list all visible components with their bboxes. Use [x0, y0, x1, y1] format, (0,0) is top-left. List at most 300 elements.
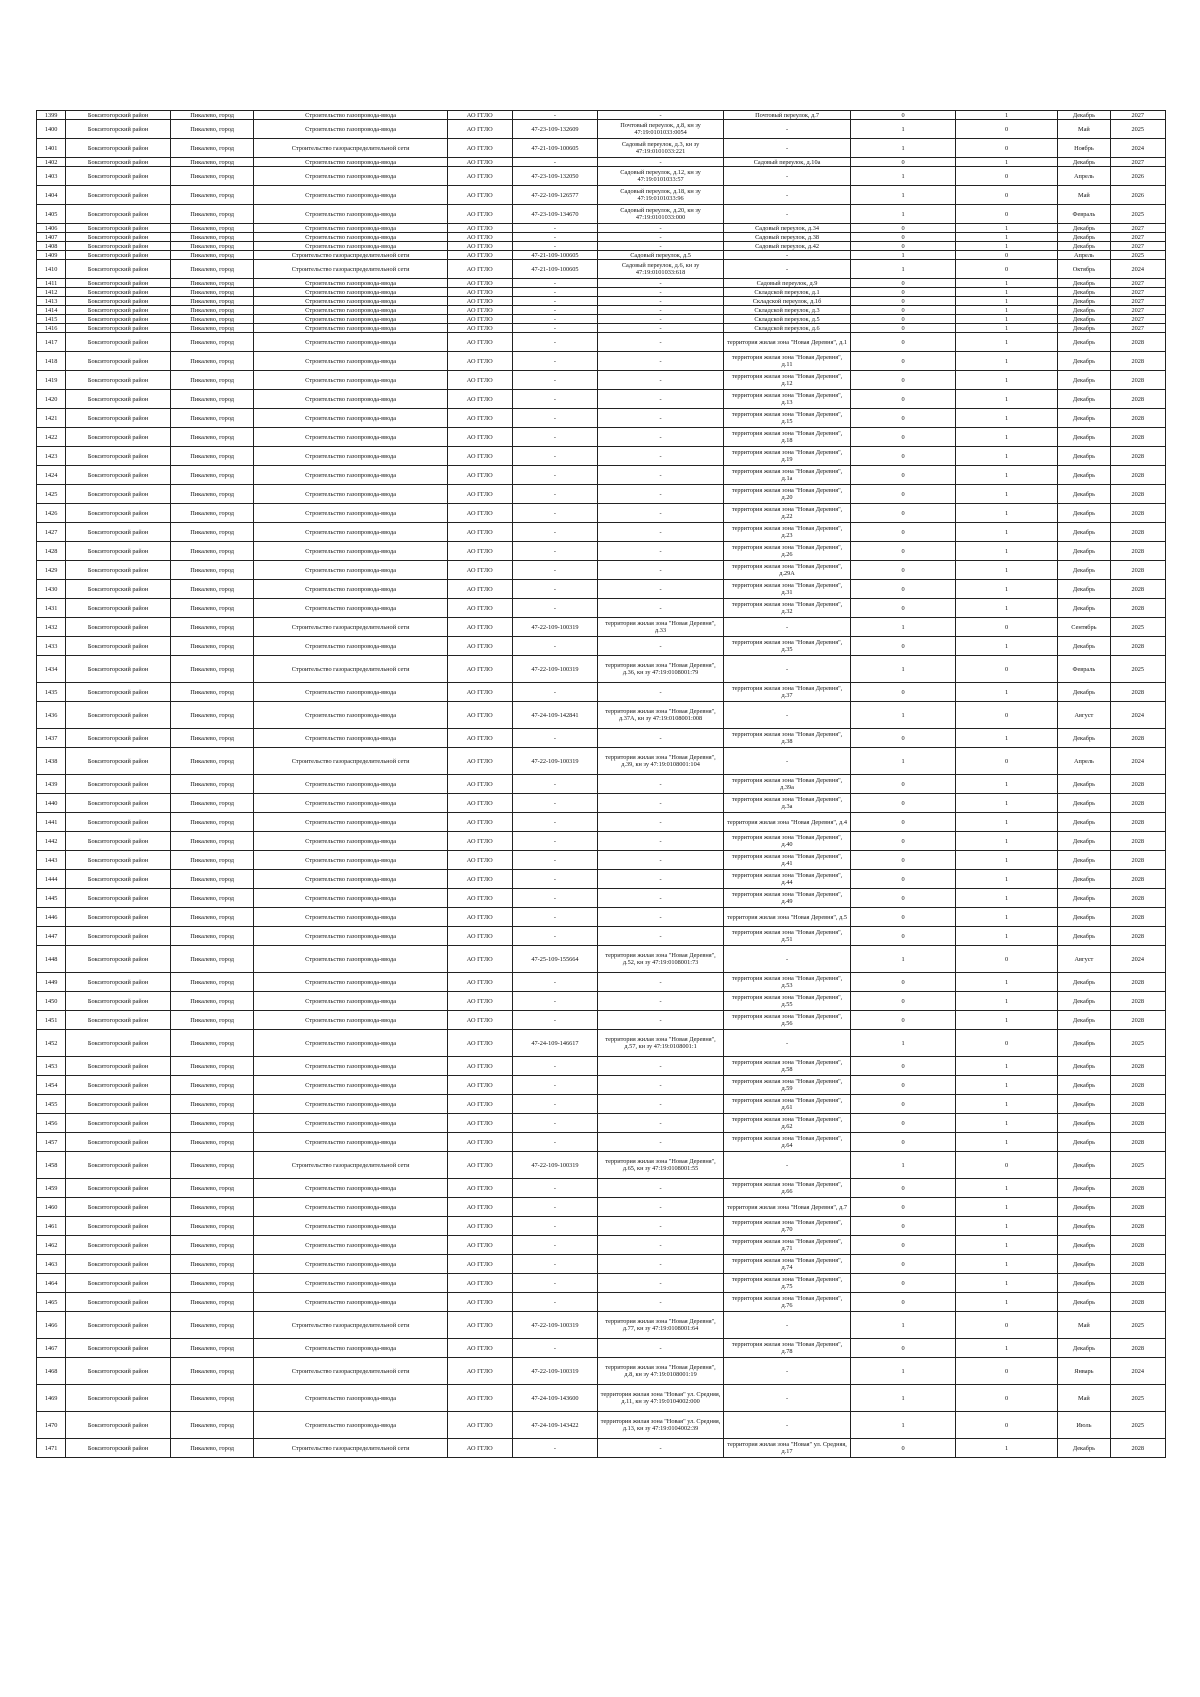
- work-type-cell: Строительство газопровода-ввода: [254, 333, 447, 352]
- month-cell: Декабрь: [1058, 851, 1110, 870]
- city-cell: Пикалево, город: [170, 504, 254, 523]
- quantity-b-cell: 1: [955, 390, 1057, 409]
- work-type-cell: Строительство газопровода-ввода: [254, 242, 447, 251]
- quantity-a-cell: 0: [851, 485, 956, 504]
- project-id-cell: -: [512, 683, 598, 702]
- year-cell: 2028: [1110, 504, 1165, 523]
- object-address-cell: территория жилая зона "Новая Деревня", д.11: [723, 352, 851, 371]
- district-cell: Бокситогорский район: [66, 1217, 171, 1236]
- object-address-cell: Почтовый переулок, д.7: [723, 111, 851, 120]
- quantity-b-cell: 0: [955, 139, 1057, 158]
- city-cell: Пикалево, город: [170, 1133, 254, 1152]
- table-row: [37, 1439, 1166, 1458]
- row-number-cell: 1468: [37, 1358, 66, 1385]
- object-address-cell: Складской переулок, д.3: [723, 306, 851, 315]
- project-id-cell: -: [512, 390, 598, 409]
- month-cell: Декабрь: [1058, 729, 1110, 748]
- organization-cell: АО ГГЛО: [447, 1358, 512, 1385]
- quantity-a-cell: 0: [851, 973, 956, 992]
- quantity-b-cell: 1: [955, 1439, 1057, 1458]
- table-row: [37, 542, 1166, 561]
- organization-cell: АО ГГЛО: [447, 1133, 512, 1152]
- row-number-cell: 1458: [37, 1152, 66, 1179]
- cadastral-address-cell: -: [598, 1236, 723, 1255]
- table-row: [37, 288, 1166, 297]
- row-number-cell: 1423: [37, 447, 66, 466]
- district-cell: Бокситогорский район: [66, 656, 171, 683]
- quantity-b-cell: 1: [955, 288, 1057, 297]
- table-row: [37, 637, 1166, 656]
- cadastral-address-cell: -: [598, 306, 723, 315]
- cadastral-address-cell: -: [598, 523, 723, 542]
- project-id-cell: -: [512, 729, 598, 748]
- organization-cell: АО ГГЛО: [447, 260, 512, 279]
- year-cell: 2028: [1110, 561, 1165, 580]
- district-cell: Бокситогорский район: [66, 599, 171, 618]
- cadastral-address-cell: -: [598, 1133, 723, 1152]
- work-type-cell: Строительство газопровода-ввода: [254, 186, 447, 205]
- object-address-cell: территория жилая зона "Новая Деревня", д.32: [723, 599, 851, 618]
- district-cell: Бокситогорский район: [66, 832, 171, 851]
- quantity-b-cell: 0: [955, 1312, 1057, 1339]
- project-id-cell: -: [512, 158, 598, 167]
- quantity-a-cell: 0: [851, 561, 956, 580]
- cadastral-address-cell: -: [598, 794, 723, 813]
- city-cell: Пикалево, город: [170, 542, 254, 561]
- project-id-cell: -: [512, 542, 598, 561]
- object-address-cell: -: [723, 1152, 851, 1179]
- month-cell: Декабрь: [1058, 1030, 1110, 1057]
- city-cell: Пикалево, город: [170, 279, 254, 288]
- year-cell: 2024: [1110, 1358, 1165, 1385]
- year-cell: 2028: [1110, 775, 1165, 794]
- row-number-cell: 1462: [37, 1236, 66, 1255]
- quantity-b-cell: 0: [955, 1385, 1057, 1412]
- project-id-cell: -: [512, 637, 598, 656]
- city-cell: Пикалево, город: [170, 927, 254, 946]
- table-row: [37, 324, 1166, 333]
- quantity-a-cell: 0: [851, 242, 956, 251]
- quantity-b-cell: 1: [955, 794, 1057, 813]
- year-cell: 2024: [1110, 260, 1165, 279]
- organization-cell: АО ГГЛО: [447, 729, 512, 748]
- object-address-cell: Садовый переулок, д.9: [723, 279, 851, 288]
- year-cell: 2028: [1110, 870, 1165, 889]
- city-cell: Пикалево, город: [170, 233, 254, 242]
- work-type-cell: Строительство газопровода-ввода: [254, 908, 447, 927]
- object-address-cell: -: [723, 1385, 851, 1412]
- district-cell: Бокситогорский район: [66, 279, 171, 288]
- organization-cell: АО ГГЛО: [447, 946, 512, 973]
- project-id-cell: 47-24-109-143600: [512, 1385, 598, 1412]
- object-address-cell: территория жилая зона "Новая Деревня", д.41: [723, 851, 851, 870]
- year-cell: 2028: [1110, 542, 1165, 561]
- table-row: [37, 851, 1166, 870]
- quantity-a-cell: 0: [851, 1179, 956, 1198]
- cadastral-address-cell: -: [598, 224, 723, 233]
- quantity-a-cell: 0: [851, 428, 956, 447]
- quantity-a-cell: 0: [851, 504, 956, 523]
- month-cell: Декабрь: [1058, 371, 1110, 390]
- row-number-cell: 1449: [37, 973, 66, 992]
- table-row: [37, 1274, 1166, 1293]
- quantity-b-cell: 0: [955, 702, 1057, 729]
- cadastral-address-cell: -: [598, 352, 723, 371]
- work-type-cell: Строительство газопровода-ввода: [254, 205, 447, 224]
- city-cell: Пикалево, город: [170, 851, 254, 870]
- district-cell: Бокситогорский район: [66, 1152, 171, 1179]
- cadastral-address-cell: Почтовый переулок, д.8, кн зу 47:19:0101033:0054: [598, 120, 723, 139]
- city-cell: Пикалево, город: [170, 242, 254, 251]
- cadastral-address-cell: -: [598, 973, 723, 992]
- work-type-cell: Строительство газораспределительной сети: [254, 1358, 447, 1385]
- month-cell: Декабрь: [1058, 580, 1110, 599]
- district-cell: Бокситогорский район: [66, 1358, 171, 1385]
- project-id-cell: -: [512, 504, 598, 523]
- quantity-a-cell: 0: [851, 927, 956, 946]
- table-row: [37, 251, 1166, 260]
- project-id-cell: -: [512, 409, 598, 428]
- quantity-b-cell: 1: [955, 1339, 1057, 1358]
- month-cell: Декабрь: [1058, 992, 1110, 1011]
- object-address-cell: территория жилая зона "Новая Деревня", д.38: [723, 729, 851, 748]
- quantity-b-cell: 1: [955, 889, 1057, 908]
- year-cell: 2027: [1110, 315, 1165, 324]
- cadastral-address-cell: -: [598, 775, 723, 794]
- cadastral-address-cell: -: [598, 447, 723, 466]
- row-number-cell: 1450: [37, 992, 66, 1011]
- organization-cell: АО ГГЛО: [447, 466, 512, 485]
- organization-cell: АО ГГЛО: [447, 1274, 512, 1293]
- table-row: [37, 870, 1166, 889]
- row-number-cell: 1438: [37, 748, 66, 775]
- city-cell: Пикалево, город: [170, 167, 254, 186]
- object-address-cell: -: [723, 1030, 851, 1057]
- work-type-cell: Строительство газопровода-ввода: [254, 504, 447, 523]
- work-type-cell: Строительство газопровода-ввода: [254, 1274, 447, 1293]
- year-cell: 2028: [1110, 973, 1165, 992]
- row-number-cell: 1435: [37, 683, 66, 702]
- quantity-b-cell: 1: [955, 466, 1057, 485]
- cadastral-address-cell: -: [598, 428, 723, 447]
- project-id-cell: 47-23-109-134670: [512, 205, 598, 224]
- year-cell: 2028: [1110, 371, 1165, 390]
- organization-cell: АО ГГЛО: [447, 485, 512, 504]
- district-cell: Бокситогорский район: [66, 324, 171, 333]
- quantity-a-cell: 0: [851, 1114, 956, 1133]
- quantity-a-cell: 1: [851, 260, 956, 279]
- project-id-cell: -: [512, 333, 598, 352]
- city-cell: Пикалево, город: [170, 158, 254, 167]
- year-cell: 2028: [1110, 523, 1165, 542]
- organization-cell: АО ГГЛО: [447, 813, 512, 832]
- table-row: [37, 656, 1166, 683]
- cadastral-address-cell: -: [598, 1198, 723, 1217]
- object-address-cell: территория жилая зона "Новая Деревня", д.44: [723, 870, 851, 889]
- table-row: [37, 485, 1166, 504]
- row-number-cell: 1420: [37, 390, 66, 409]
- district-cell: Бокситогорский район: [66, 1412, 171, 1439]
- quantity-a-cell: 0: [851, 1236, 956, 1255]
- district-cell: Бокситогорский район: [66, 637, 171, 656]
- district-cell: Бокситогорский район: [66, 352, 171, 371]
- row-number-cell: 1442: [37, 832, 66, 851]
- organization-cell: АО ГГЛО: [447, 371, 512, 390]
- table-row: [37, 992, 1166, 1011]
- organization-cell: АО ГГЛО: [447, 1339, 512, 1358]
- row-number-cell: 1463: [37, 1255, 66, 1274]
- quantity-a-cell: 0: [851, 1339, 956, 1358]
- year-cell: 2028: [1110, 851, 1165, 870]
- object-address-cell: территория жилая зона "Новая Деревня", д.12: [723, 371, 851, 390]
- year-cell: 2025: [1110, 1412, 1165, 1439]
- object-address-cell: территория жилая зона "Новая Деревня", д.23: [723, 523, 851, 542]
- work-type-cell: Строительство газопровода-ввода: [254, 851, 447, 870]
- year-cell: 2028: [1110, 908, 1165, 927]
- city-cell: Пикалево, город: [170, 1255, 254, 1274]
- quantity-a-cell: 0: [851, 371, 956, 390]
- cadastral-address-cell: территория жилая зона "Новая" ул. Средняя, д.13, кн зу 47:19:0104002:39: [598, 1412, 723, 1439]
- organization-cell: АО ГГЛО: [447, 523, 512, 542]
- district-cell: Бокситогорский район: [66, 1030, 171, 1057]
- month-cell: Декабрь: [1058, 1057, 1110, 1076]
- quantity-a-cell: 0: [851, 599, 956, 618]
- quantity-b-cell: 1: [955, 306, 1057, 315]
- month-cell: Декабрь: [1058, 1236, 1110, 1255]
- table-row: [37, 1076, 1166, 1095]
- project-id-cell: -: [512, 908, 598, 927]
- cadastral-address-cell: -: [598, 297, 723, 306]
- city-cell: Пикалево, город: [170, 120, 254, 139]
- project-id-cell: -: [512, 523, 598, 542]
- city-cell: Пикалево, город: [170, 1293, 254, 1312]
- month-cell: Декабрь: [1058, 504, 1110, 523]
- city-cell: Пикалево, город: [170, 306, 254, 315]
- quantity-a-cell: 1: [851, 1412, 956, 1439]
- work-type-cell: Строительство газопровода-ввода: [254, 1179, 447, 1198]
- cadastral-address-cell: территория жилая зона "Новая Деревня", д.36, кн зу 47:19:0108001:79: [598, 656, 723, 683]
- month-cell: Декабрь: [1058, 523, 1110, 542]
- project-id-cell: -: [512, 1439, 598, 1458]
- year-cell: 2027: [1110, 306, 1165, 315]
- work-type-cell: Строительство газопровода-ввода: [254, 1076, 447, 1095]
- work-type-cell: Строительство газопровода-ввода: [254, 224, 447, 233]
- organization-cell: АО ГГЛО: [447, 1312, 512, 1339]
- month-cell: Декабрь: [1058, 390, 1110, 409]
- project-id-cell: -: [512, 428, 598, 447]
- work-type-cell: Строительство газопровода-ввода: [254, 1095, 447, 1114]
- district-cell: Бокситогорский район: [66, 251, 171, 260]
- work-type-cell: Строительство газопровода-ввода: [254, 1011, 447, 1030]
- year-cell: 2028: [1110, 729, 1165, 748]
- quantity-b-cell: 1: [955, 1057, 1057, 1076]
- row-number-cell: 1406: [37, 224, 66, 233]
- organization-cell: АО ГГЛО: [447, 1439, 512, 1458]
- city-cell: Пикалево, город: [170, 775, 254, 794]
- quantity-b-cell: 1: [955, 523, 1057, 542]
- organization-cell: АО ГГЛО: [447, 1255, 512, 1274]
- table-body: [37, 111, 1166, 1458]
- row-number-cell: 1416: [37, 324, 66, 333]
- year-cell: 2028: [1110, 992, 1165, 1011]
- month-cell: Декабрь: [1058, 352, 1110, 371]
- project-id-cell: -: [512, 352, 598, 371]
- quantity-a-cell: 0: [851, 158, 956, 167]
- year-cell: 2028: [1110, 813, 1165, 832]
- organization-cell: АО ГГЛО: [447, 315, 512, 324]
- work-type-cell: Строительство газопровода-ввода: [254, 371, 447, 390]
- gasification-table: [36, 110, 1166, 1458]
- month-cell: Декабрь: [1058, 542, 1110, 561]
- quantity-b-cell: 1: [955, 1198, 1057, 1217]
- organization-cell: АО ГГЛО: [447, 324, 512, 333]
- row-number-cell: 1469: [37, 1385, 66, 1412]
- organization-cell: АО ГГЛО: [447, 233, 512, 242]
- cadastral-address-cell: -: [598, 580, 723, 599]
- city-cell: Пикалево, город: [170, 1358, 254, 1385]
- organization-cell: АО ГГЛО: [447, 158, 512, 167]
- row-number-cell: 1448: [37, 946, 66, 973]
- month-cell: Декабрь: [1058, 409, 1110, 428]
- city-cell: Пикалево, город: [170, 1011, 254, 1030]
- object-address-cell: территория жилая зона "Новая Деревня", д.40: [723, 832, 851, 851]
- month-cell: Ноябрь: [1058, 139, 1110, 158]
- district-cell: Бокситогорский район: [66, 333, 171, 352]
- month-cell: Декабрь: [1058, 306, 1110, 315]
- city-cell: Пикалево, город: [170, 447, 254, 466]
- quantity-b-cell: 1: [955, 428, 1057, 447]
- cadastral-address-cell: -: [598, 832, 723, 851]
- month-cell: Декабрь: [1058, 599, 1110, 618]
- cadastral-address-cell: -: [598, 390, 723, 409]
- work-type-cell: Строительство газопровода-ввода: [254, 1057, 447, 1076]
- city-cell: Пикалево, город: [170, 224, 254, 233]
- row-number-cell: 1407: [37, 233, 66, 242]
- year-cell: 2028: [1110, 466, 1165, 485]
- quantity-a-cell: 1: [851, 167, 956, 186]
- object-address-cell: -: [723, 748, 851, 775]
- year-cell: 2028: [1110, 832, 1165, 851]
- row-number-cell: 1452: [37, 1030, 66, 1057]
- year-cell: 2027: [1110, 111, 1165, 120]
- quantity-b-cell: 1: [955, 992, 1057, 1011]
- month-cell: Январь: [1058, 1358, 1110, 1385]
- object-address-cell: территория жилая зона "Новая Деревня", д.31: [723, 580, 851, 599]
- quantity-a-cell: 0: [851, 224, 956, 233]
- quantity-b-cell: 1: [955, 242, 1057, 251]
- project-id-cell: 47-23-109-132609: [512, 120, 598, 139]
- month-cell: Декабрь: [1058, 775, 1110, 794]
- city-cell: Пикалево, город: [170, 523, 254, 542]
- quantity-a-cell: 1: [851, 1385, 956, 1412]
- work-type-cell: Строительство газопровода-ввода: [254, 637, 447, 656]
- month-cell: Август: [1058, 946, 1110, 973]
- work-type-cell: Строительство газопровода-ввода: [254, 889, 447, 908]
- month-cell: Декабрь: [1058, 1198, 1110, 1217]
- cadastral-address-cell: территория жилая зона "Новая Деревня", д.37А, кн зу 47:19:0108001:008: [598, 702, 723, 729]
- organization-cell: АО ГГЛО: [447, 205, 512, 224]
- city-cell: Пикалево, город: [170, 352, 254, 371]
- organization-cell: АО ГГЛО: [447, 599, 512, 618]
- table-row: [37, 1133, 1166, 1152]
- object-address-cell: территория жилая зона "Новая Деревня", д.78: [723, 1339, 851, 1358]
- city-cell: Пикалево, город: [170, 637, 254, 656]
- month-cell: Май: [1058, 186, 1110, 205]
- cadastral-address-cell: территория жилая зона "Новая Деревня", д.77, кн зу 47:19:0108001:64: [598, 1312, 723, 1339]
- row-number-cell: 1455: [37, 1095, 66, 1114]
- cadastral-address-cell: -: [598, 111, 723, 120]
- table-row: [37, 466, 1166, 485]
- cadastral-address-cell: территория жилая зона "Новая Деревня", д.39, кн зу 47:19:0108001:104: [598, 748, 723, 775]
- row-number-cell: 1443: [37, 851, 66, 870]
- year-cell: 2025: [1110, 205, 1165, 224]
- project-id-cell: -: [512, 1339, 598, 1358]
- quantity-b-cell: 1: [955, 333, 1057, 352]
- quantity-b-cell: 1: [955, 224, 1057, 233]
- quantity-a-cell: 0: [851, 851, 956, 870]
- object-address-cell: территория жилая зона "Новая Деревня", д.66: [723, 1179, 851, 1198]
- work-type-cell: Строительство газораспределительной сети: [254, 1439, 447, 1458]
- month-cell: Декабрь: [1058, 428, 1110, 447]
- district-cell: Бокситогорский район: [66, 167, 171, 186]
- cadastral-address-cell: -: [598, 333, 723, 352]
- project-id-cell: -: [512, 315, 598, 324]
- month-cell: Август: [1058, 702, 1110, 729]
- object-address-cell: территория жилая зона "Новая Деревня", д.53: [723, 973, 851, 992]
- month-cell: Февраль: [1058, 656, 1110, 683]
- organization-cell: АО ГГЛО: [447, 870, 512, 889]
- quantity-a-cell: 0: [851, 542, 956, 561]
- table-row: [37, 447, 1166, 466]
- cadastral-address-cell: -: [598, 279, 723, 288]
- object-address-cell: Складской переулок, д.1б: [723, 297, 851, 306]
- quantity-a-cell: 0: [851, 1095, 956, 1114]
- year-cell: 2028: [1110, 1236, 1165, 1255]
- row-number-cell: 1434: [37, 656, 66, 683]
- work-type-cell: Строительство газопровода-ввода: [254, 1412, 447, 1439]
- row-number-cell: 1447: [37, 927, 66, 946]
- quantity-b-cell: 0: [955, 260, 1057, 279]
- project-id-cell: -: [512, 371, 598, 390]
- quantity-a-cell: 0: [851, 889, 956, 908]
- district-cell: Бокситогорский район: [66, 1236, 171, 1255]
- work-type-cell: Строительство газопровода-ввода: [254, 702, 447, 729]
- quantity-b-cell: 1: [955, 1076, 1057, 1095]
- object-address-cell: территория жилая зона "Новая Деревня", д.75: [723, 1274, 851, 1293]
- quantity-a-cell: 0: [851, 1217, 956, 1236]
- district-cell: Бокситогорский район: [66, 813, 171, 832]
- quantity-b-cell: 1: [955, 1095, 1057, 1114]
- district-cell: Бокситогорский район: [66, 242, 171, 251]
- month-cell: Декабрь: [1058, 279, 1110, 288]
- quantity-a-cell: 0: [851, 908, 956, 927]
- quantity-a-cell: 0: [851, 1198, 956, 1217]
- quantity-a-cell: 0: [851, 1011, 956, 1030]
- quantity-a-cell: 0: [851, 683, 956, 702]
- object-address-cell: территория жилая зона "Новая Деревня", д.55: [723, 992, 851, 1011]
- table-row: [37, 561, 1166, 580]
- table-row: [37, 599, 1166, 618]
- work-type-cell: Строительство газопровода-ввода: [254, 523, 447, 542]
- project-id-cell: -: [512, 973, 598, 992]
- city-cell: Пикалево, город: [170, 1439, 254, 1458]
- table-row: [37, 1255, 1166, 1274]
- district-cell: Бокситогорский район: [66, 260, 171, 279]
- quantity-a-cell: 1: [851, 618, 956, 637]
- object-address-cell: -: [723, 1358, 851, 1385]
- month-cell: Апрель: [1058, 167, 1110, 186]
- district-cell: Бокситогорский район: [66, 390, 171, 409]
